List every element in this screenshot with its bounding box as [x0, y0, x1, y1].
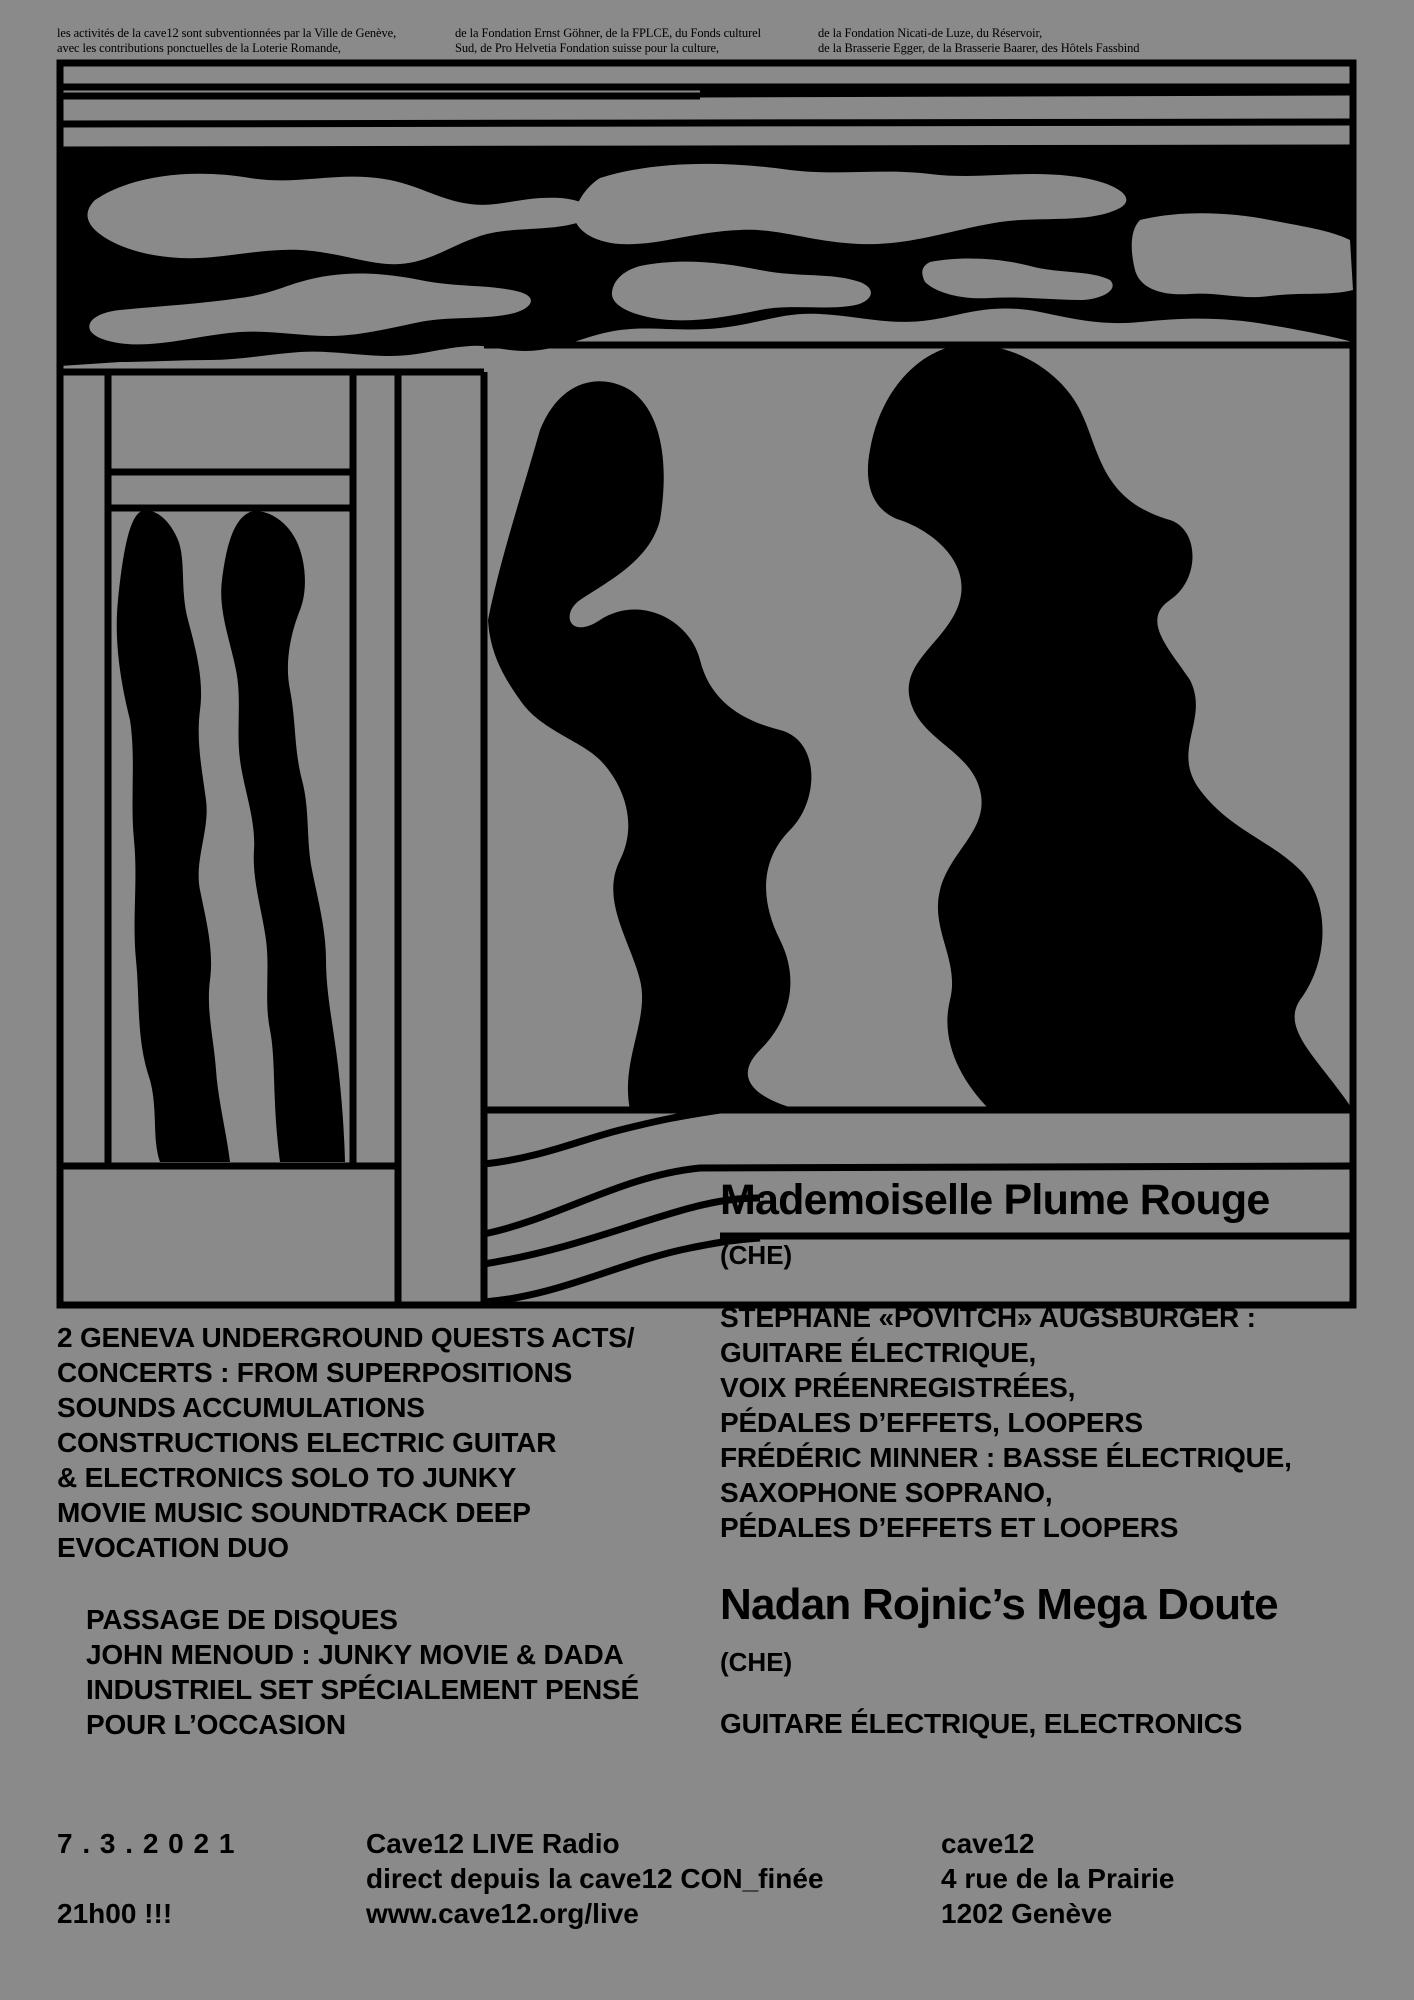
left-figure-2 [221, 511, 345, 1162]
description-line: CONSTRUCTIONS ELECTRIC GUITAR [57, 1427, 557, 1458]
sponsor-line: Sud, de Pro Helvetia Fondation suisse pour la culture, [455, 41, 720, 55]
dj-set [86, 1602, 639, 1742]
description-line: EVOCATION DUO [57, 1532, 289, 1563]
act-origin-2: (CHE) [720, 1647, 793, 1677]
description-line: CONCERTS : FROM SUPERPOSITIONS [57, 1357, 573, 1388]
venue-name: cave12 [941, 1828, 1035, 1859]
right-figure-1 [488, 381, 811, 1110]
sponsor-line: avec les contributions ponctuelles de la Loterie Romande, [57, 41, 341, 55]
venue-city: 1202 Genève [941, 1898, 1113, 1929]
date-text: 7 . 3 . 2 0 2 1 [57, 1828, 236, 1859]
dj-line: PASSAGE DE DISQUES [86, 1604, 398, 1635]
lineup-line: PÉDALES D’EFFETS ET LOOPERS [720, 1512, 1179, 1543]
radio-name: Cave12 LIVE Radio [366, 1828, 620, 1859]
time-text: 21h00 !!! [57, 1898, 173, 1929]
lineup-line: FRÉDÉRIC MINNER : BASSE ÉLECTRIQUE, [720, 1442, 1292, 1473]
act-origin-1: (CHE) [720, 1240, 793, 1270]
event-date [57, 1826, 235, 1861]
act-title-2: Nadan Rojnic’s Mega Doute [720, 1580, 1278, 1629]
description-line: SOUNDS ACCUMULATIONS [57, 1392, 425, 1423]
act-title-1: Mademoiselle Plume Rouge [720, 1176, 1270, 1224]
left-figure-1 [117, 511, 230, 1162]
sponsor-line: de la Fondation Nicati-de Luze, du Réservoir, [818, 26, 1043, 40]
lineup-line: GUITARE ÉLECTRIQUE, [720, 1337, 1037, 1368]
description-line: & ELECTRONICS SOLO TO JUNKY [57, 1462, 517, 1493]
radio-url[interactable]: www.cave12.org/live [366, 1898, 639, 1929]
radio-subtitle: direct depuis la cave12 CON_finée [366, 1863, 824, 1894]
sky-stripes [60, 87, 1353, 150]
sponsor-line: de la Fondation Ernst Göhner, de la FPLCE, du Fonds culturel [455, 26, 761, 40]
description-line: MOVIE MUSIC SOUNDTRACK DEEP [57, 1497, 531, 1528]
description-line: 2 GENEVA UNDERGROUND QUESTS ACTS/ [57, 1322, 635, 1353]
lineup-line: STÉPHANE «POVITCH» AUGSBURGER : [720, 1302, 1256, 1333]
dj-line: POUR L’OCCASION [86, 1709, 346, 1740]
sponsor-line: de la Brasserie Egger, de la Brasserie Baarer, des Hôtels Fassbind [818, 41, 1140, 55]
radio-info [366, 1826, 824, 1931]
lineup-line: VOIX PRÉENREGISTRÉES, [720, 1372, 1076, 1403]
lineup-line: SAXOPHONE SOPRANO, [720, 1477, 1053, 1508]
event-description [57, 1320, 634, 1565]
venue-street: 4 rue de la Prairie [941, 1863, 1175, 1894]
right-figure-2 [868, 344, 1353, 1110]
act-lineup-1 [720, 1300, 1292, 1545]
event-time [57, 1896, 172, 1931]
sponsor-col-2 [455, 26, 761, 56]
lineup-line: PÉDALES D’EFFETS, LOOPERS [720, 1407, 1143, 1438]
venue-address [941, 1826, 1174, 1931]
dj-line: INDUSTRIEL SET SPÉCIALEMENT PENSÉ [86, 1674, 639, 1705]
sponsor-line: les activités de la cave12 sont subventionnées par la Ville de Genève, [57, 26, 397, 40]
sponsor-col-3 [818, 26, 1139, 56]
lineup-line: GUITARE ÉLECTRIQUE, ELECTRONICS [720, 1708, 1243, 1739]
act-lineup-2 [720, 1706, 1242, 1741]
dj-line: JOHN MENOUD : JUNKY MOVIE & DADA [86, 1639, 624, 1670]
sponsor-col-1 [57, 26, 396, 56]
